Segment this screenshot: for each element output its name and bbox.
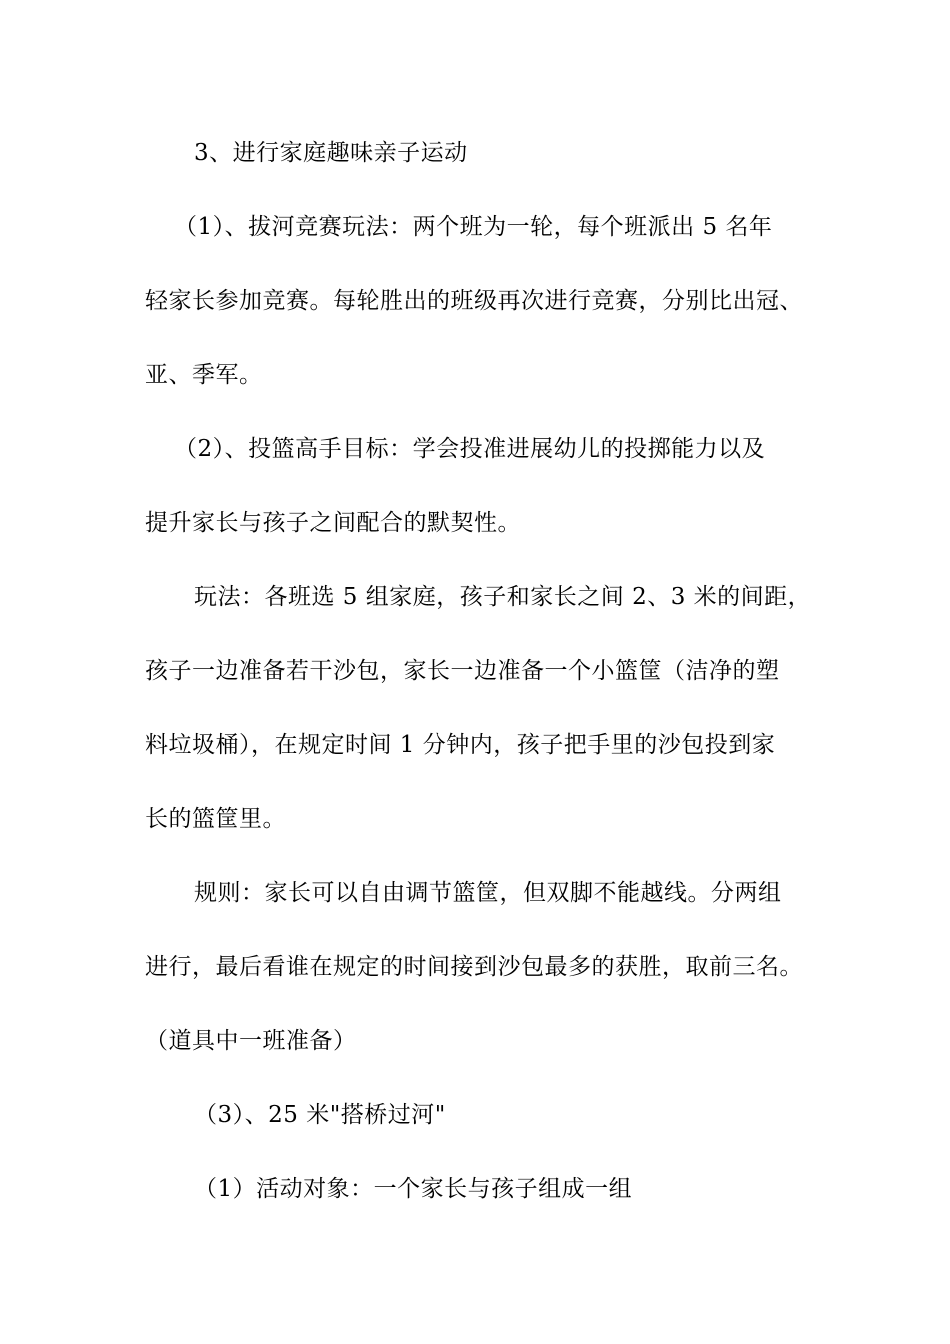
paragraph-line: 孩子一边准备若干沙包，家长一边准备一个小篮筐（洁净的塑: [145, 658, 780, 684]
paragraph-line: （1）、拔河竞赛玩法：两个班为一轮，每个班派出 5 名年: [174, 214, 773, 240]
paragraph-line: （道具中一班准备）: [145, 1028, 357, 1054]
paragraph-line: 料垃圾桶），在规定时间 1 分钟内，孩子把手里的沙包投到家: [145, 732, 776, 758]
section-heading: 3、进行家庭趣味亲子运动: [194, 140, 468, 166]
paragraph-line: 规则：家长可以自由调节篮筐，但双脚不能越线。分两组: [194, 880, 782, 906]
paragraph-line: 进行，最后看谁在规定的时间接到沙包最多的获胜，取前三名。: [145, 954, 803, 980]
subsection-heading: （3）、25 米"搭桥过河": [194, 1102, 446, 1128]
paragraph-line: （2）、投篮高手目标：学会投准进展幼儿的投掷能力以及: [174, 436, 766, 462]
paragraph-line: 玩法：各班选 5 组家庭，孩子和家长之间 2、3 米的间距，: [194, 584, 812, 610]
paragraph-line: 长的篮筐里。: [145, 806, 286, 832]
paragraph-line: 轻家长参加竞赛。每轮胜出的班级再次进行竞赛，分别比出冠、: [145, 288, 803, 314]
paragraph-line: 提升家长与孩子之间配合的默契性。: [145, 510, 521, 536]
paragraph-line: 亚、季军。: [145, 362, 263, 388]
paragraph-line: （1）活动对象：一个家长与孩子组成一组: [194, 1176, 633, 1202]
